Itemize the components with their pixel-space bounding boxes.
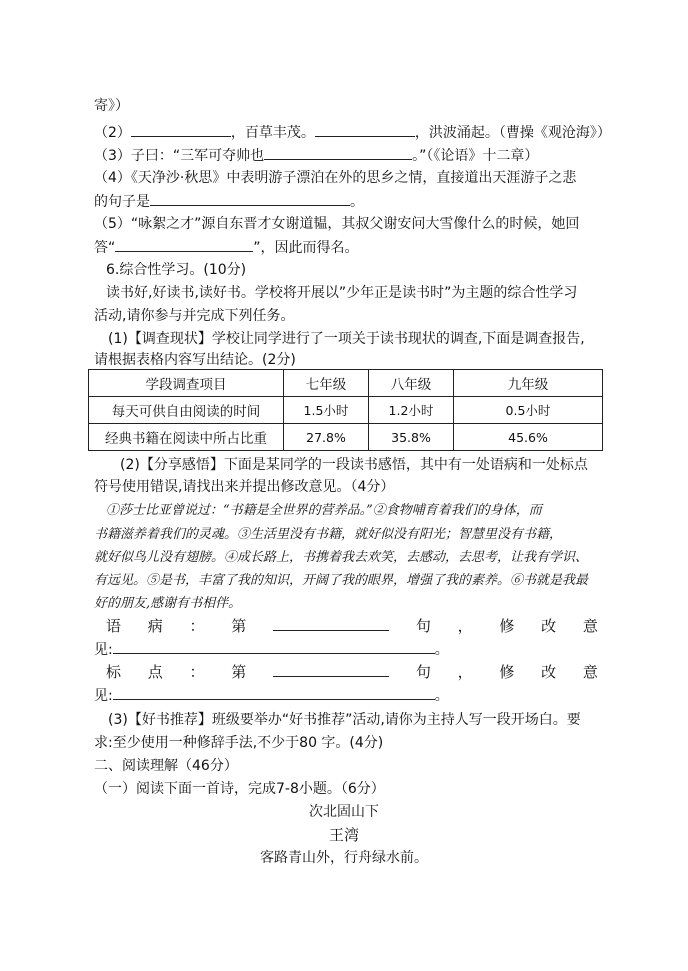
q5-text: 答“ [94,240,116,256]
sentence-number-blank[interactable] [273,616,389,631]
answer-end: 。 [434,642,449,658]
answer-end: 。 [434,688,449,704]
reading-paragraph-line: 好的朋友,感谢有书相伴。 [94,596,242,611]
q2-source: ，洪波涌起。（曹操《观沧海》） [414,125,611,141]
answer-blank[interactable] [315,122,415,137]
answer-blank[interactable] [115,237,253,252]
answer-char: 第 [231,663,247,681]
answer-char: ： [189,663,205,681]
question-5-line-1: （5）“咏絮之才”源自东晋才女谢道韫，其叔父谢安问大雪像什么的时候，她回 [94,216,580,232]
answer-char: 句 [415,617,431,635]
question-6-title: 6.综合性学习。(10分) [106,262,247,278]
question-6-intro-1: 读书好,好读书,读好书。学校将开展以”少年正是读书时”为主题的综合性学习 [106,285,578,301]
table-cell: 1.2小时 [369,397,454,424]
subtask-2-line-2: 符号使用错误,请找出来并提出修改意见。（4分） [94,479,395,495]
answer-punctuation-suggestion [94,685,449,706]
answer-label: 见: [94,688,113,704]
table-cell: 1.5小时 [284,397,369,424]
answer-blank[interactable] [150,191,350,206]
reading-paragraph-line: 书籍滋养着我们的灵魂。③生活里没有书籍，就好似没有阳光；智慧里没有书籍， [94,527,563,542]
table-row [89,397,603,424]
section-2-part-1: （一）阅读下面一首诗，完成7-8小题。（6分） [94,781,385,797]
q5-end: ”，因此而得名。 [253,240,359,256]
text-line: 寄》） [94,98,129,114]
poem-line: 客路青山外，行舟绿水前。 [260,850,428,866]
subtask-3-line-1: (3)【好书推荐】班级要举办“好书推荐”活动,请你为主持人写一段开场白。要 [108,712,581,728]
answer-char: 改 [541,663,557,681]
survey-table [88,369,603,451]
answer-char: 标 [106,663,122,681]
subtask-1-line-1: (1)【调查现状】学校让同学进行了一项关于读书现状的调查,下面是调查报告, [108,331,585,347]
table-cell: 经典书籍在阅读中所占比重 [89,424,284,451]
reading-paragraph-line: 就好似鸟儿没有翅膀。④成长路上，书携着我去欢笑，去感动，去思考，让我有学识、 [94,550,589,565]
table-row [89,424,603,451]
poem-author: 王湾 [328,826,359,844]
q4-text: 的句子是 [94,194,150,210]
question-3-line [94,145,538,166]
question-2-line [94,122,611,143]
answer-char: 改 [541,617,557,635]
q3-source: 。”（《论语》十二章） [412,148,539,164]
answer-blank[interactable] [264,145,412,160]
answer-char: 病 [147,617,163,635]
answer-char: 句 [415,663,431,681]
answer-char: ， [457,617,473,635]
answer-label: 见: [94,642,113,658]
answer-char: 语 [106,617,122,635]
q2-label: （2） [94,125,131,141]
table-header: 八年级 [369,370,454,397]
answer-char: 意 [582,617,598,635]
table-cell: 45.6% [454,424,603,451]
section-2-heading: 二、阅读理解（46分） [94,758,238,774]
question-6-intro-2: 活动,请你参与并完成下列任务。 [94,308,295,324]
subtask-1-line-2: 请根据表格内容写出结论。(2分) [94,352,296,368]
answer-char: 意 [582,663,598,681]
answer-char: ， [457,663,473,681]
table-cell: 0.5小时 [454,397,603,424]
table-header: 七年级 [284,370,369,397]
poem-title: 次北固山下 [309,804,379,820]
question-5-line-2 [94,237,359,258]
table-cell: 27.8% [284,424,369,451]
table-cell: 每天可供自由阅读的时间 [89,397,284,424]
answer-char: 点 [147,663,163,681]
answer-char: ： [189,617,205,635]
table-cell: 35.8% [369,424,454,451]
answer-grammar-suggestion [94,639,449,660]
table-header: 学段调查项目 [89,370,284,397]
q4-end: 。 [350,194,364,210]
table-header: 九年级 [454,370,603,397]
question-4-line-2 [94,191,364,212]
suggestion-blank[interactable] [113,685,435,700]
answer-char: 修 [499,663,515,681]
answer-char: 修 [499,617,515,635]
q3-text: （3）子曰：“三军可夺帅也 [94,148,265,164]
suggestion-blank[interactable] [113,639,435,654]
q2-text: ，百草丰茂。 [230,125,315,141]
sentence-number-blank[interactable] [273,662,389,677]
reading-paragraph-line: ①莎士比亚曾说过：“书籍是全世界的营养品。”②食物哺育着我们的身体，而 [106,503,542,518]
answer-char: 第 [231,617,247,635]
subtask-3-line-2: 求:至少使用一种修辞手法,不少于80 字。(4分) [94,735,384,751]
answer-punctuation-row [94,662,598,682]
subtask-2-line-1: (2)【分享感悟】下面是某同学的一段读书感悟，其中有一处语病和一处标点 [120,457,588,473]
answer-blank[interactable] [131,122,231,137]
reading-paragraph-line: 有远见。⑤是书，丰富了我的知识，开阔了我的眼界，增强了我的素养。⑥书就是我最 [94,573,589,588]
answer-grammar-row [94,616,598,636]
table-header-row [89,370,603,397]
question-4-line-1: （4）《天净沙·秋思》中表明游子漂泊在外的思乡之情，直接道出天涯游子之悲 [94,170,577,186]
